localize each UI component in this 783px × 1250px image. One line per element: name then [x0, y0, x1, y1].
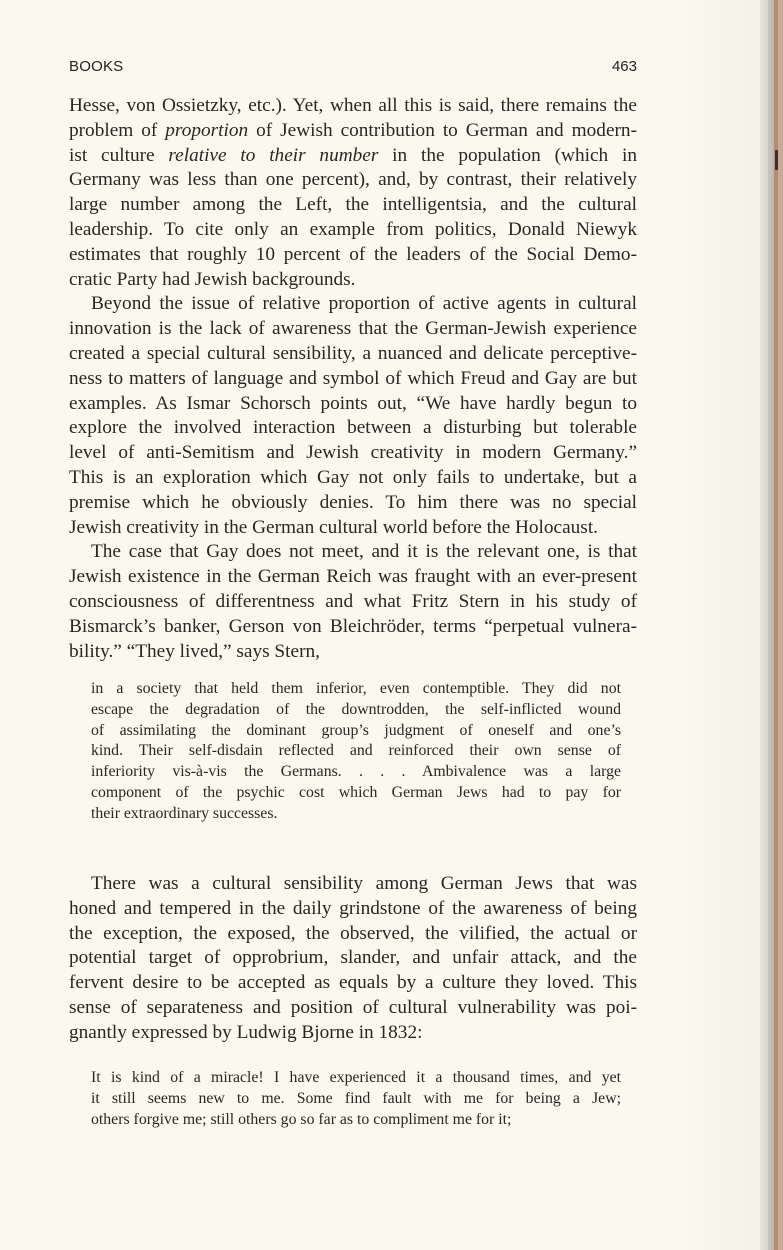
block-quote-bjorne [91, 1068, 621, 1130]
text-line: Germany was less than one percent), and, by contrast, their relatively [69, 169, 637, 191]
text-line: bility.” “They lived,” says Stern, [69, 640, 320, 662]
text-line: escape the degradation of the downtrodden, the self-inflicted wound [91, 700, 621, 718]
text-line: of assimilating the dominant group’s judgment of oneself and one’s [91, 721, 621, 739]
text-line: consciousness of differentness and what Fritz Stern in his study of [69, 590, 637, 612]
text-line: ist culture relative to their number in the population (which in [69, 144, 637, 166]
text-line: There was a cultural sensibility among German Jews that was [91, 873, 637, 894]
text-line: innovation is the lack of awareness that the German-Jewish experience [69, 318, 637, 340]
text-line: ness to matters of language and symbol of which Freud and Gay are but [69, 367, 637, 389]
edge-mark [775, 150, 778, 170]
text-line: honed and tempered in the daily grindstone of the awareness of being [69, 897, 637, 919]
text-line: Jewish creativity in the German cultural world before the Holocaust. [69, 516, 598, 538]
text-line: Jewish existence in the German Reich was fraught with an ever-present [69, 566, 637, 588]
text-line: leadership. To cite only an example from politics, Donald Niewyk [69, 218, 637, 240]
text-line: This is an exploration which Gay not only fails to undertake, but a [69, 466, 637, 488]
text-line: kind. Their self-disdain reflected and reinforced their own sense of [91, 742, 621, 760]
text-line: estimates that roughly 10 percent of the leaders of the Social Demo- [69, 243, 637, 265]
paragraph-4 [69, 872, 637, 1046]
page-edge [760, 0, 768, 1250]
text-line: fervent desire to be accepted as equals by a culture they loved. This [69, 972, 637, 994]
text-line: Beyond the issue of relative proportion of active agents in cultural [91, 293, 637, 315]
book-cover-edge-outer [778, 0, 783, 1250]
text-line: potential target of opprobrium, slander, and unfair attack, and the [69, 947, 637, 969]
text-line: it still seems new to me. Some find fault with me for being a Jew; [91, 1089, 621, 1107]
text-line: gnantly expressed by Ludwig Bjorne in 1832: [69, 1021, 423, 1043]
text-line: inferiority vis-à-vis the Germans. . . . Ambivalence was a large [91, 763, 621, 781]
italic-emphasis: proportion [165, 119, 249, 141]
text-line: component of the psychic cost which German Jews had to pay for [91, 783, 621, 801]
text-line: level of anti-Semitism and Jewish creativity in modern Germany.” [69, 442, 637, 464]
section-title: BOOKS [69, 58, 124, 75]
text-line: large number among the Left, the intelligentsia, and the cultural [69, 194, 637, 216]
paragraph-3 [69, 540, 637, 664]
running-header [69, 58, 637, 76]
text-line: It is kind of a miracle! I have experienced it a thousand times, and yet [91, 1069, 621, 1086]
text-line: created a special cultural sensibility, a nuanced and delicate perceptive- [69, 342, 637, 364]
page-number: 463 [611, 58, 637, 75]
text-line: Bismarck’s banker, Gerson von Bleichröder, terms “perpetual vulnera- [69, 615, 637, 637]
paragraph-2 [69, 292, 637, 540]
paragraph-1 [69, 94, 637, 292]
text-line: cratic Party had Jewish backgrounds. [69, 268, 356, 290]
text-line: explore the involved interaction between a disturbing but tolerable [69, 417, 637, 439]
text-line: premise which he obviously denies. To him there was no special [69, 491, 637, 513]
block-quote-stern [91, 679, 621, 825]
text-line: sense of separateness and position of cultural vulnerability was poi- [69, 996, 637, 1018]
text-line: examples. As Ismar Schorsch points out, “We have hardly begun to [69, 392, 637, 414]
text-line: in a society that held them inferior, even contemptible. They did not [91, 680, 621, 697]
text-line: Hesse, von Ossietzky, etc.). Yet, when all this is said, there remains the [69, 95, 637, 116]
text-line: others forgive me; still others go so far as to compliment me for it; [91, 1110, 512, 1128]
text-line: The case that Gay does not meet, and it is the relevant one, is that [91, 541, 637, 563]
text-line: their extraordinary successes. [91, 804, 278, 822]
text-line: the exception, the exposed, the observed, the vilified, the actual or [69, 922, 637, 944]
italic-emphasis: relative to their number [168, 144, 379, 166]
text-line: problem of proportion of Jewish contribution to German and modern- [69, 119, 637, 141]
